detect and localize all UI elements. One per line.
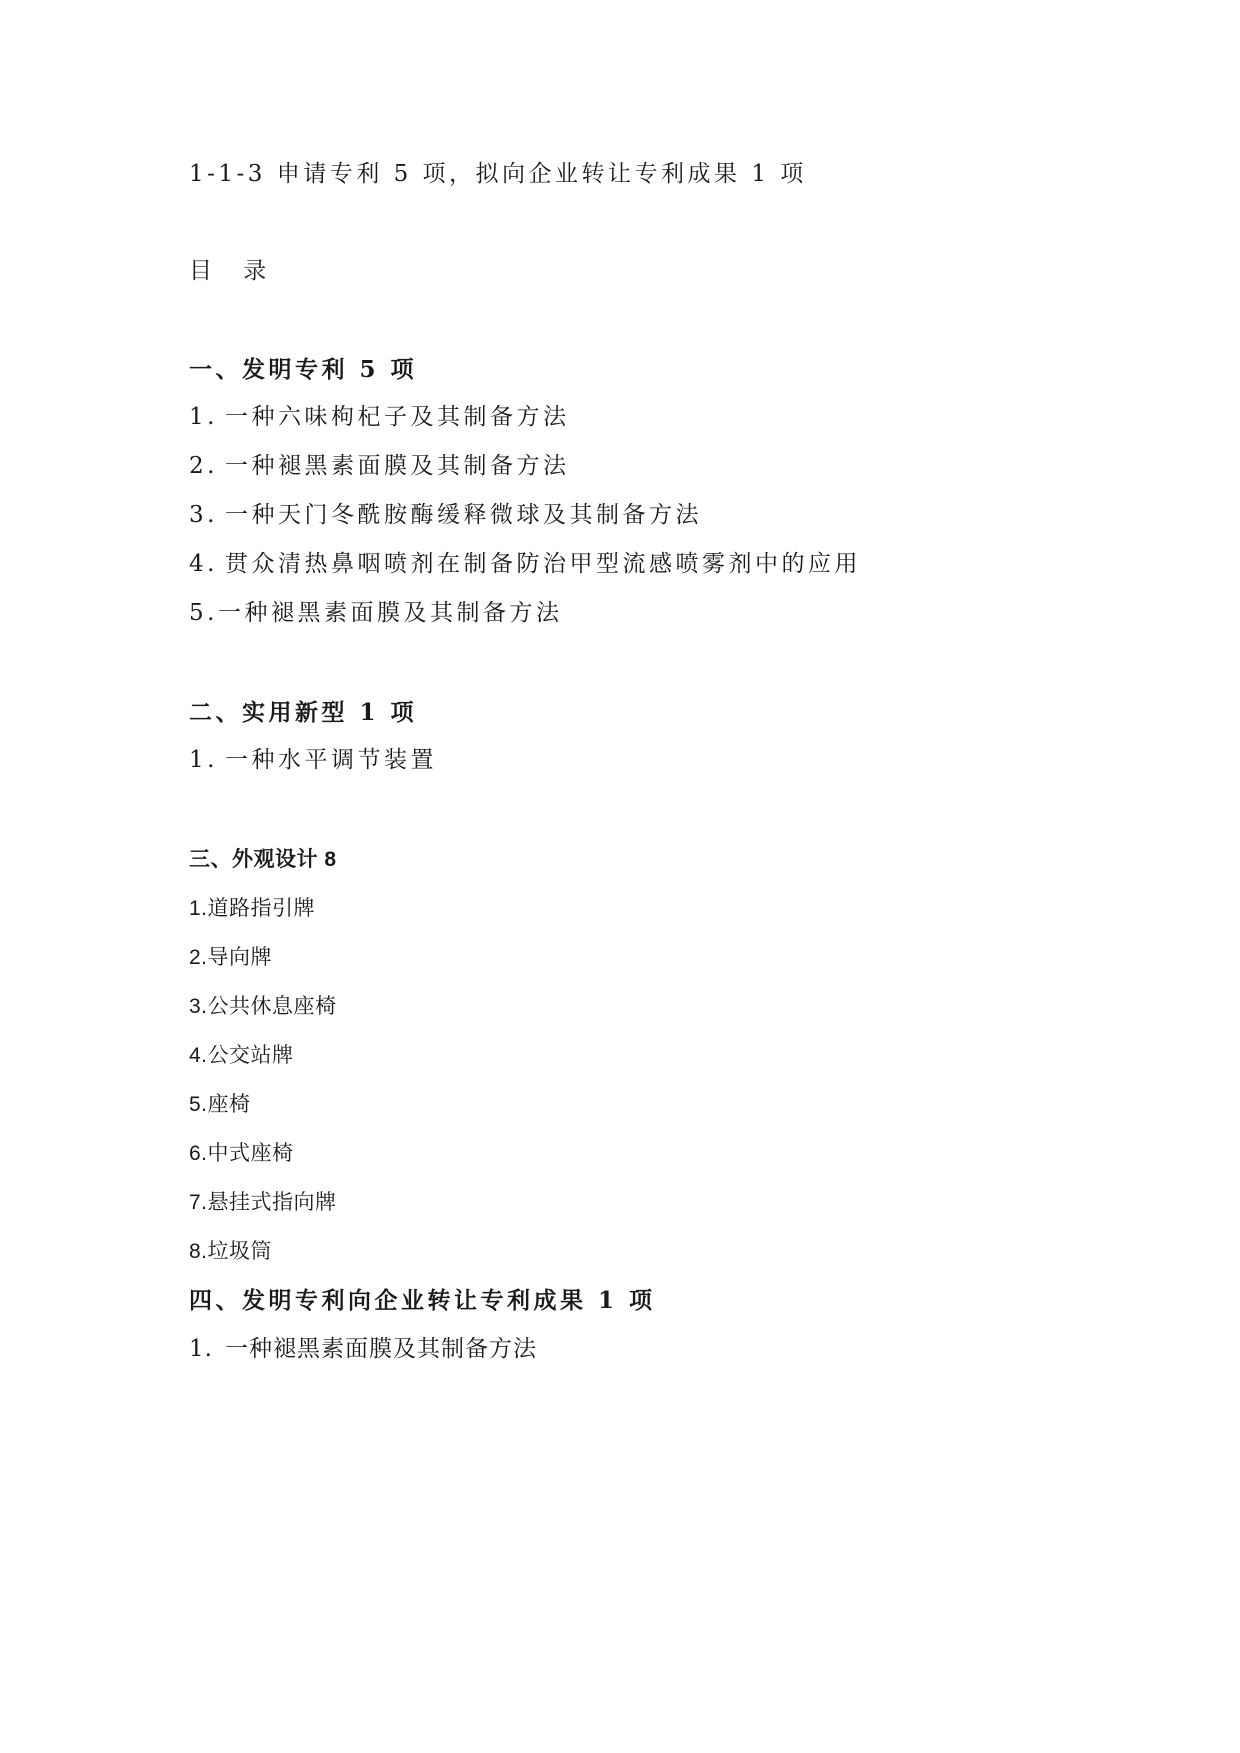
list-item — [189, 504, 702, 527]
list-item-text: 贯众清热鼻咽喷剂在制备防治甲型流感喷雾剂中的应用 — [225, 551, 861, 577]
list-item-number: 2. — [189, 453, 218, 479]
list-item — [189, 1094, 251, 1115]
list-item — [189, 947, 272, 968]
list-item — [189, 898, 315, 919]
list-item-number: 1. — [189, 1336, 213, 1362]
list-item-text: 垃圾筒 — [207, 1240, 273, 1263]
list-item-number: 8. — [189, 1240, 208, 1263]
list-item-text: 一种六味枸杞子及其制备方法 — [225, 404, 570, 430]
list-item-number: 3. — [189, 995, 208, 1018]
list-item-text: 道路指引牌 — [207, 897, 316, 920]
list-item — [189, 749, 437, 772]
section-title-invention-patents: 一、发明专利 5 项 — [189, 356, 418, 383]
document-heading: 1-1-3 申请专利 5 项，拟向企业转让专利成果 1 项 — [189, 161, 807, 187]
list-item-number: 5. — [189, 600, 218, 626]
list-item-number: 5. — [189, 1093, 208, 1116]
list-item — [189, 996, 337, 1017]
list-item — [189, 1338, 537, 1361]
list-item-text: 一种褪黑素面膜及其制备方法 — [217, 600, 563, 626]
list-item-text: 一种水平调节装置 — [225, 747, 437, 773]
list-item — [189, 406, 570, 429]
list-item — [189, 1192, 337, 1213]
list-item-number: 4. — [189, 551, 218, 577]
list-item-number: 1. — [189, 404, 218, 430]
section-title-design-patents: 三、外观设计 8 — [189, 848, 337, 871]
list-item-number: 4. — [189, 1044, 208, 1067]
list-item-text: 座椅 — [207, 1093, 251, 1116]
list-item-number: 1. — [189, 897, 208, 920]
section-title-patent-transfer: 四、发明专利向企业转让专利成果 1 项 — [189, 1287, 656, 1314]
section-title-utility-models: 二、实用新型 1 项 — [189, 699, 418, 726]
list-item — [189, 602, 562, 625]
list-item-number: 7. — [189, 1191, 208, 1214]
list-item-number: 2. — [189, 946, 208, 969]
list-item-text: 导向牌 — [207, 946, 273, 969]
list-item — [189, 1143, 294, 1164]
list-item-text: 公共休息座椅 — [207, 995, 337, 1018]
list-item — [189, 1045, 294, 1066]
toc-title: 目 录 — [189, 258, 279, 284]
list-item-text: 悬挂式指向牌 — [207, 1191, 337, 1214]
list-item-text: 一种天门冬酰胺酶缓释微球及其制备方法 — [225, 502, 702, 528]
list-item-text: 公交站牌 — [207, 1044, 294, 1067]
list-item-number: 6. — [189, 1142, 208, 1165]
list-item — [189, 1241, 272, 1262]
list-item-text: 一种褪黑素面膜及其制备方法 — [225, 453, 570, 479]
list-item-number: 3. — [189, 502, 218, 528]
list-item — [189, 455, 570, 478]
list-item-number: 1. — [189, 747, 218, 773]
list-item-text: 一种褪黑素面膜及其制备方法 — [225, 1336, 537, 1362]
list-item-text: 中式座椅 — [207, 1142, 294, 1165]
list-item — [189, 553, 861, 576]
